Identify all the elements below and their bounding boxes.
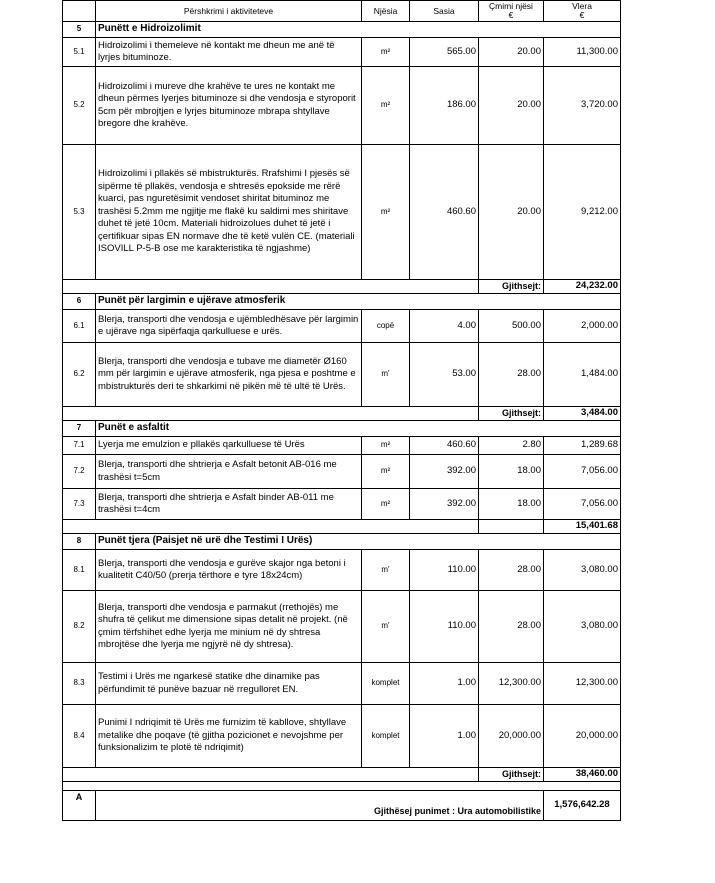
header-row: [63, 1, 621, 22]
item-description: Blerja, transporti dhe shtrierja e Asfalt betonit AB-016 me trashësi t=5cm: [96, 455, 362, 489]
section-total-label: Gjithsejt:: [479, 768, 544, 782]
item-value: 3,080.00: [544, 550, 621, 591]
item-value: 20,000.00: [544, 705, 621, 768]
spacer-cell: [63, 782, 621, 791]
item-unit-price: 28.00: [479, 591, 544, 663]
item-unit-price: 18.00: [479, 489, 544, 520]
item-number: 6.2: [63, 343, 96, 407]
item-unit-price: 28.00: [479, 343, 544, 407]
table-row: [63, 343, 621, 407]
item-number: 7.2: [63, 455, 96, 489]
table-row: [63, 663, 621, 705]
item-value: 3,720.00: [544, 67, 621, 145]
table-row: [63, 310, 621, 343]
item-unit-price: 28.00: [479, 550, 544, 591]
header-unit-price-label: Çmimi njësi: [489, 1, 533, 11]
item-value: 7,056.00: [544, 455, 621, 489]
item-unit: m': [362, 591, 410, 663]
item-unit: m²: [362, 455, 410, 489]
item-unit: m²: [362, 38, 410, 67]
item-description: Hidroizolimi i pllakës së mbistrukturës. Rrafshimi I pjesës së sipërme të pllakës, vendosja e shtresës epokside me rërë kuarci, pas nguretësimit vendoset shiritat bituminoz me trashësi 5.2mm me ngjitje me flakë ku saldimi mes shiritave duhet të jetë 10cm. Materiali hidroizolues duhet të jetë i çertifikuar sipas EN normave dhe të ketë vulën CE. (materiali ISOVILL P-5-B ose me karakteristika të ngjashme): [96, 145, 362, 280]
item-quantity: 186.00: [410, 67, 479, 145]
section-header-row: [63, 294, 621, 310]
item-description: Hidroizolimi i mureve dhe krahëve te ures ne kontakt me dheun përmes lyerjes bituminoze si dhe vendosja e styroporit 5cm për mbrojtjen e lyrjes bituminoze mbrapa shtyllave bregore dhe krahëve.: [96, 67, 362, 145]
section-total-spacer: [63, 520, 479, 534]
section-total-value: 3,484.00: [544, 407, 621, 421]
item-description: Blerja, transporti dhe vendosja e ujëmbledhësave për largimin e ujërave nga sipërfaqja qarkulluese e urës.: [96, 310, 362, 343]
item-unit: copë: [362, 310, 410, 343]
section-total-row: [63, 280, 621, 294]
item-number: 5.1: [63, 38, 96, 67]
item-unit-price: 20.00: [479, 145, 544, 280]
item-quantity: 392.00: [410, 455, 479, 489]
section-total-row: [63, 768, 621, 782]
section-total-label: [479, 520, 544, 534]
header-number: [63, 1, 96, 22]
item-quantity: 392.00: [410, 489, 479, 520]
item-description: Hidroizolimi i themeleve në kontakt me dheun me anë të lyrjes bituminoze.: [96, 38, 362, 67]
item-value: 3,080.00: [544, 591, 621, 663]
grand-total-value: 1,576,642.28: [544, 791, 621, 821]
item-unit-price: 500.00: [479, 310, 544, 343]
section-total-value: 24,232.00: [544, 280, 621, 294]
item-unit: m²: [362, 145, 410, 280]
item-value: 9,212.00: [544, 145, 621, 280]
item-number: 8.3: [63, 663, 96, 705]
item-unit: m²: [362, 67, 410, 145]
table-row: [63, 145, 621, 280]
item-unit-price: 20,000.00: [479, 705, 544, 768]
section-total-row: [63, 520, 621, 534]
item-value: 11,300.00: [544, 38, 621, 67]
section-title: Punët tjera (Paisjet në urë dhe Testimi I Urës): [96, 534, 621, 550]
section-title: Punët e asfaltit: [96, 421, 621, 437]
item-quantity: 53.00: [410, 343, 479, 407]
header-value: [544, 1, 621, 22]
table-body: [63, 22, 621, 821]
header-unit: Njësia: [362, 1, 410, 22]
section-total-label: Gjithsejt:: [479, 280, 544, 294]
item-description: Blerja, transporti dhe vendosja e parmakut (rrethojës) me shufra të çelikut me dimensione sipas detalit në projekt. (në çmim tërfshihet edhe lyerja me minium në dy shtresa mbrojtëse dhe lyerja me ngjyrë në dy shtresa).: [96, 591, 362, 663]
item-value: 1,289.68: [544, 437, 621, 455]
item-quantity: 110.00: [410, 591, 479, 663]
item-number: 5.3: [63, 145, 96, 280]
grand-total-label: Gjithësej punimet : Ura automobilistike: [96, 791, 544, 821]
item-unit-price: 18.00: [479, 455, 544, 489]
section-total-label: Gjithsejt:: [479, 407, 544, 421]
item-value: 1,484.00: [544, 343, 621, 407]
grand-total-row: [63, 791, 621, 821]
item-unit: m': [362, 343, 410, 407]
section-title: Punëtt e Hidroizolimit: [96, 22, 621, 38]
section-total-spacer: [63, 407, 479, 421]
section-number: 6: [63, 294, 96, 310]
item-quantity: 1.00: [410, 705, 479, 768]
item-unit: m²: [362, 437, 410, 455]
item-value: 2,000.00: [544, 310, 621, 343]
item-number: 6.1: [63, 310, 96, 343]
table-row: [63, 489, 621, 520]
header-unit-price-currency: €: [508, 10, 514, 20]
table-row: [63, 38, 621, 67]
item-quantity: 460.60: [410, 145, 479, 280]
table-row: [63, 437, 621, 455]
section-total-value: 15,401.68: [544, 520, 621, 534]
item-number: 7.3: [63, 489, 96, 520]
section-total-value: 38,460.00: [544, 768, 621, 782]
item-description: Testimi i Urës me ngarkesë statike dhe dinamike pas përfundimit të punëve bazuar në rregulloret EN.: [96, 663, 362, 705]
item-number: 8.1: [63, 550, 96, 591]
item-unit: m²: [362, 489, 410, 520]
item-quantity: 4.00: [410, 310, 479, 343]
section-total-spacer: [63, 768, 479, 782]
table-row: [63, 705, 621, 768]
section-header-row: [63, 421, 621, 437]
item-unit-price: 2.80: [479, 437, 544, 455]
header-quantity: Sasia: [410, 1, 479, 22]
item-number: 8.4: [63, 705, 96, 768]
section-number: 8: [63, 534, 96, 550]
item-unit: komplet: [362, 705, 410, 768]
item-description: Punimi I ndriqimit të Urës me furnizim të kabllove, shtyllave metalike dhe poqave (të gjitha pozicionet e nevojshme per funksionalizim te plotë të ndriqimit): [96, 705, 362, 768]
header-description: Përshkrimi i aktiviteteve: [96, 1, 362, 22]
item-value: 7,056.00: [544, 489, 621, 520]
item-value: 12,300.00: [544, 663, 621, 705]
bill-of-quantities-table: [62, 0, 621, 821]
section-total-row: [63, 407, 621, 421]
item-description: Blerja, transporti dhe vendosja e tubave me diametër Ø160 mm për largimin e ujërave atmosferik, nga pjesa e poshtme e mbistrukturës deri te shkarkimi në pikën më të ultë të Urës.: [96, 343, 362, 407]
table-row: [63, 550, 621, 591]
item-unit-price: 20.00: [479, 38, 544, 67]
item-number: 5.2: [63, 67, 96, 145]
item-number: 7.1: [63, 437, 96, 455]
section-total-spacer: [63, 280, 479, 294]
item-unit-price: 20.00: [479, 67, 544, 145]
item-quantity: 460.60: [410, 437, 479, 455]
item-unit: komplet: [362, 663, 410, 705]
header-unit-price: [479, 1, 544, 22]
header-value-currency: €: [579, 10, 585, 20]
section-number: 7: [63, 421, 96, 437]
item-quantity: 565.00: [410, 38, 479, 67]
item-number: 8.2: [63, 591, 96, 663]
item-unit-price: 12,300.00: [479, 663, 544, 705]
item-quantity: 1.00: [410, 663, 479, 705]
spacer-row: [63, 782, 621, 791]
table-row: [63, 67, 621, 145]
section-header-row: [63, 534, 621, 550]
item-quantity: 110.00: [410, 550, 479, 591]
item-description: Blerja, transporti dhe vendosja e gurëve skajor nga betoni i kualitetit C40/50 (prerja tërthore e tyre 18x24cm): [96, 550, 362, 591]
item-unit: m': [362, 550, 410, 591]
header-value-label: Vlera: [572, 1, 592, 11]
section-header-row: [63, 22, 621, 38]
item-description: Blerja, transporti dhe shtrierja e Asfalt binder AB-011 me trashësi t=4cm: [96, 489, 362, 520]
grand-total-letter: A: [63, 791, 96, 821]
table-row: [63, 455, 621, 489]
section-title: Punët për largimin e ujërave atmosferik: [96, 294, 621, 310]
item-description: Lyerja me emulzion e pllakës qarkulluese të Urës: [96, 437, 362, 455]
table-row: [63, 591, 621, 663]
section-number: 5: [63, 22, 96, 38]
